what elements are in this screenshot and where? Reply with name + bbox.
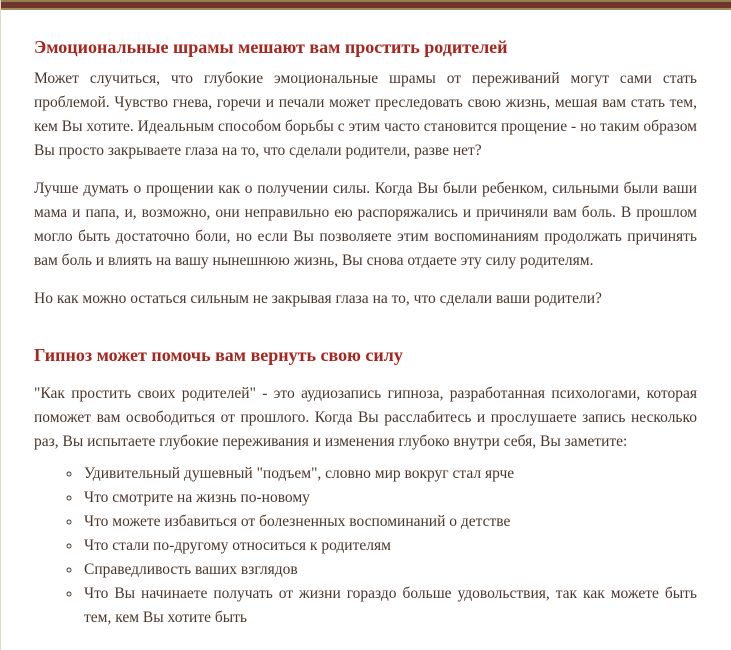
section-heading-emotional-scars: Эмоциональные шрамы мешают вам простить родителей [34, 37, 508, 57]
paragraph: Лучше думать о прощении как о получении силы. Когда Вы были ребенком, сильными были ваши мама и папа, и, возможно, они неправильно ею распоряжались и причиняли вам боль. В прошлом могло быть достаточно боли, но если Вы позволяете этим воспоминаниям продолжать причинять вам боль и влиять на вашу нынешнюю жизнь, Вы снова отдаете эту силу родителям. [34, 180, 697, 269]
benefits-list [34, 462, 697, 630]
list-item: ◦ Что можете избавиться от болезненных воспоминаний о детстве [82, 510, 697, 534]
list-item: ◦ Удивительный душевный "подъем", словно мир вокруг стал ярче [82, 462, 697, 486]
section-heading-hypnosis: Гипноз может помочь вам вернуть свою силу [34, 345, 403, 365]
list-item: ◦ Что стали по-другому относиться к родителям [82, 534, 697, 558]
list-item: ◦ Справедливость ваших взглядов [82, 558, 697, 582]
article-content [1, 37, 731, 650]
paragraph: Но как можно остаться сильным не закрывая глаза на то, что сделали ваши родители? [34, 290, 602, 307]
top-border-bar [1, 0, 731, 10]
list-item: ◦ Что Вы начинаете получать от жизни гораздо больше удовольствия, так как можете быть тем, кем Вы хотите быть [82, 582, 697, 630]
paragraph: Может случиться, что глубокие эмоциональные шрамы от переживаний могут сами стать проблемой. Чувство гнева, горечи и печали может преследовать свою жизнь, мешая вам стать тем, кем Вы хотите. Идеальным способом борьбы с этим часто становится прощение - но таким образом Вы просто закрываете глаза на то, что сделали родители, разве нет? [34, 70, 697, 159]
list-item: ◦ Что смотрите на жизнь по-новому [82, 486, 697, 510]
paragraph-lead: "Как простить своих родителей" - это аудиозапись гипноза, разработанная психологами, которая поможет вам освободиться от прошлого. Когда Вы расслабитесь и прослушаете запись несколько раз, Вы испытаете глубокие переживания и изменения глубоко внутри себя, Вы заметите: [34, 385, 697, 450]
